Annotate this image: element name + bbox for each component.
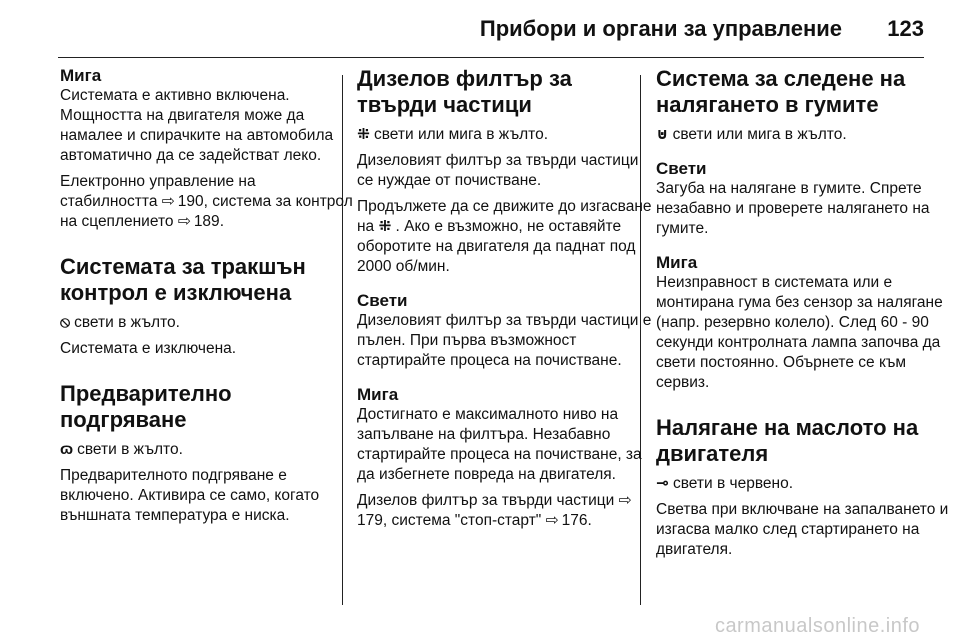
subheading-lit: Свети <box>656 159 707 178</box>
subheading-blinking: Мига <box>357 385 399 404</box>
preheat-coil-icon: ɷ <box>60 441 74 458</box>
paragraph: Светва при включване на запалването и изгасва малко след стартирането на двигателя. <box>656 501 949 558</box>
subheading-blinking: Мига <box>656 253 698 272</box>
page-ref-arrow-icon: ⇨ <box>161 193 175 210</box>
traction-control-off-icon: ⦸ <box>60 314 71 331</box>
page-ref-arrow-icon: ⇨ <box>618 492 632 509</box>
paragraph: Дизеловият филтър за твърди частици е пълен. При първа възможност стартирайте процеса на почистване. <box>357 312 652 369</box>
status-line: ⊍ свети или мига в жълто. <box>656 126 847 143</box>
header-rule <box>58 57 924 58</box>
section-title-tpms: Система за следене на налягането в гумите <box>656 66 906 117</box>
page-ref-arrow-icon: ⇨ <box>177 213 191 230</box>
paragraph: Предварителното подгряване е включено. Активира се само, когато външната температура е ниска. <box>60 467 320 524</box>
status-line: ⁜ свети или мига в жълто. <box>357 126 549 143</box>
column-2 <box>357 66 653 537</box>
paragraph: Загуба на налягане в гумите. Спрете незабавно и проверете налягането на гумите. <box>656 180 930 237</box>
paragraph: Неизправност в системата или е монтирана гума без сензор за налягане (напр. резервно колело). След 60 - 90 секунди контролната лампа започва да свети постоянно. Обърнете се към сервиз. <box>656 274 943 391</box>
paragraph: Дизеловият филтър за твърди частици се нуждае от почистване. <box>357 152 639 189</box>
status-line: ɷ свети в жълто. <box>60 441 183 458</box>
tire-pressure-icon: ⊍ <box>656 126 669 143</box>
page-header <box>0 0 960 58</box>
page-ref[interactable]: 190 <box>177 193 204 210</box>
subheading-blinking: Мига <box>60 66 102 85</box>
header-title: Прибори и органи за управление <box>479 16 842 41</box>
paragraph-with-refs: Дизелов филтър за твърди частици ⇨179, система "стоп-старт" ⇨ 176. <box>357 492 632 529</box>
section-title-dpf: Дизелов филтър за твърди частици <box>357 66 572 117</box>
paragraph: Системата е изключена. <box>60 340 237 357</box>
page-ref[interactable]: 176 <box>561 512 588 529</box>
paragraph: Продължете да се движите до изгасване на ⁜ . Ако е възможно, не оставяйте оборотите на двигателя да паднат под 2000 об/мин. <box>357 198 652 275</box>
column-3 <box>656 66 952 566</box>
paragraph: Достигнато е максималното ниво на запълване на филтъра. Незабавно стартирайте процеса на почистване, за да избегнете повреда на двигателя. <box>357 406 642 483</box>
section-title-tc-off: Системата за тракшън контрол е изключена <box>60 254 306 305</box>
oil-can-icon: ⊸ <box>656 475 669 492</box>
paragraph-with-refs: Електронно управление на стабилността ⇨ 190, система за контрол на сцеплението ⇨ 189. <box>60 173 353 230</box>
page-ref[interactable]: 189 <box>193 213 220 230</box>
subheading-lit: Свети <box>357 291 408 310</box>
diesel-particle-filter-icon: ⁜ <box>357 126 370 143</box>
watermark: carmanualsonline.info <box>714 615 920 637</box>
page-ref[interactable]: 179 <box>357 512 383 529</box>
page-ref-arrow-icon: ⇨ <box>545 512 559 529</box>
status-line: ⦸ свети в жълто. <box>60 314 180 331</box>
page-number: 123 <box>887 16 924 41</box>
section-title-preheat: Предварително подгряване <box>60 381 232 432</box>
status-line: ⊸ свети в червено. <box>656 475 794 492</box>
paragraph: Системата е активно включена. Мощността на двигателя може да намалее и спирачките на автомобила автоматично да се задействат леко. <box>60 87 334 164</box>
section-title-oil-pressure: Налягане на маслото на двигателя <box>656 415 919 466</box>
column-1 <box>60 66 356 532</box>
diesel-particle-filter-icon: ⁜ <box>378 218 392 235</box>
